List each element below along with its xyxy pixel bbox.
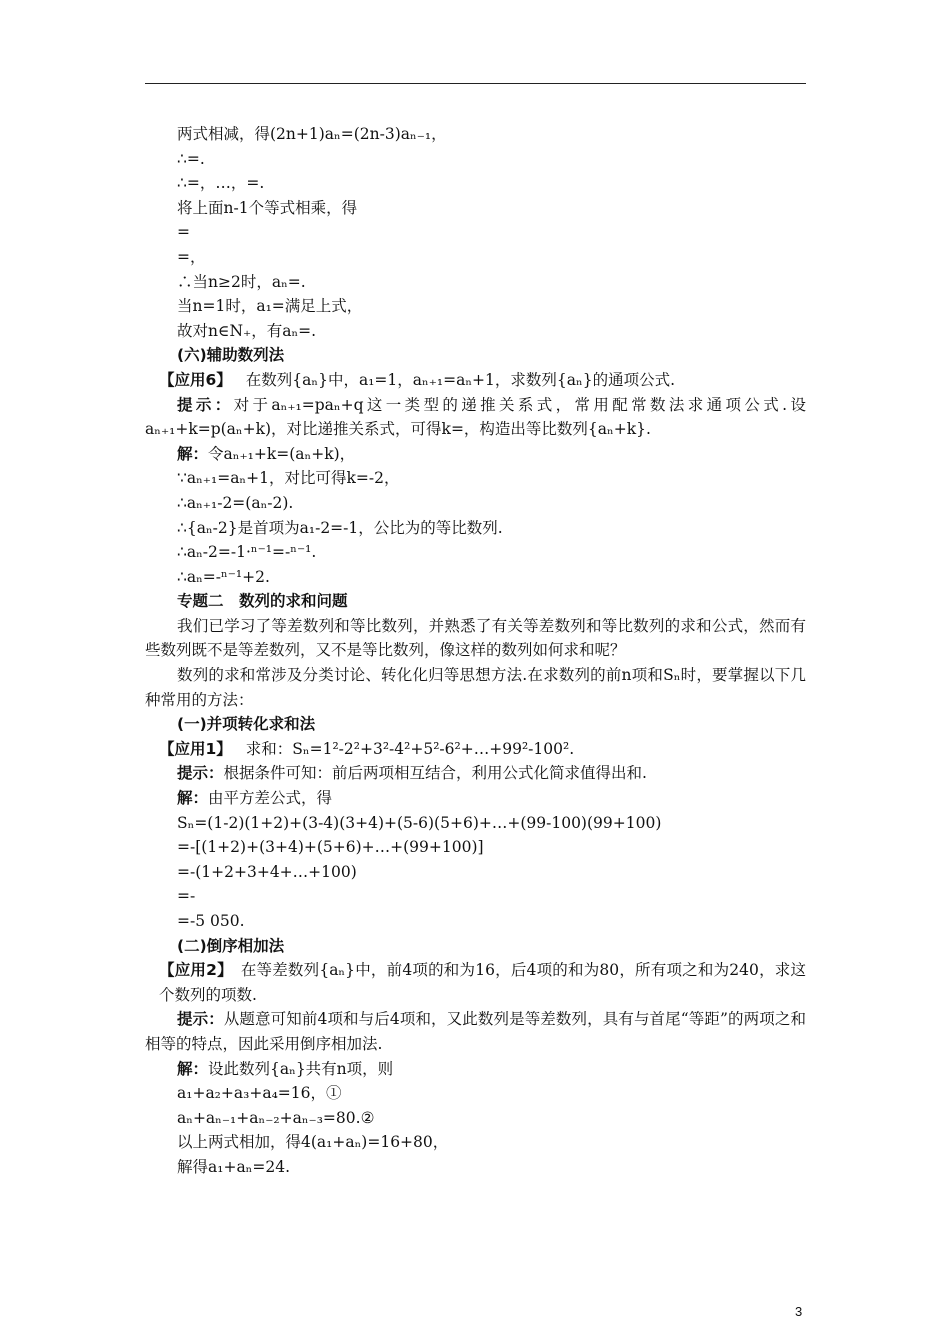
page-body — [145, 122, 806, 1180]
text-line: ∴当n≥2时，aₙ=. — [177, 272, 306, 291]
solution-line — [145, 442, 806, 467]
application-2 — [145, 958, 806, 1007]
solution-line: a₁+a₂+a₃+a₄=16，① — [177, 1084, 342, 1103]
text-line: 两式相减，得(2n+1)aₙ=(2n-3)aₙ₋₁， — [177, 125, 447, 143]
solution-line: =-[(1+2)+(3+4)+(5+6)+…+(99+100)] — [177, 838, 484, 857]
hint-label: 提示： — [177, 1010, 224, 1029]
text-line: = — [177, 223, 190, 242]
solution-line: ∵aₙ₊₁=aₙ+1，对比可得k=-2， — [177, 469, 400, 488]
solution-line: =- — [177, 887, 196, 906]
hint-text: 从题意可知前4项和与后4项和，又此数列是等差数列，具有与首尾“等距”的两项之和相等的特点，因此采用倒序相加法. — [145, 1010, 806, 1053]
hint-paragraph — [145, 1007, 806, 1056]
hint-paragraph — [145, 393, 806, 442]
application-6 — [145, 368, 806, 393]
hint-label: 提示： — [177, 764, 224, 783]
text-line: ∴=，…，=. — [177, 174, 265, 193]
solution-text: 设此数列{aₙ}共有n项，则 — [208, 1059, 394, 1078]
solution-line: 解得a₁+aₙ=24. — [177, 1157, 291, 1176]
solution-text: 令aₙ₊₁+k=(aₙ+k)， — [208, 444, 356, 463]
text-line: =， — [177, 247, 206, 266]
application-1 — [145, 737, 806, 762]
solution-line: aₙ+aₙ₋₁+aₙ₋₂+aₙ₋₃=80.② — [177, 1108, 375, 1127]
section-heading: (二)倒序相加法 — [177, 936, 285, 955]
section-heading: (六)辅助数列法 — [177, 346, 285, 365]
hint-label: 提示： — [177, 395, 234, 414]
solution-line: ∴aₙ-2=-1·ⁿ⁻¹=-ⁿ⁻¹. — [177, 543, 317, 562]
text-line: ∴=. — [177, 149, 205, 168]
text-line: 当n=1时，a₁=满足上式， — [177, 297, 363, 316]
solution-line: ∴{aₙ-2}是首项为a₁-2=-1，公比为的等比数列. — [177, 518, 503, 537]
application-label: 【应用2】 — [159, 961, 233, 980]
solution-line — [145, 786, 806, 811]
hint-line — [145, 761, 806, 786]
hint-text: 根据条件可知：前后两项相互结合，利用公式化简求值得出和. — [223, 764, 647, 783]
header-rule — [145, 83, 806, 84]
text-line: 故对n∈N₊，有aₙ=. — [177, 321, 317, 340]
application-text: 在等差数列{aₙ}中，前4项的和为16，后4项的和为80，所有项之和为240，求这个数列的项数. — [159, 961, 806, 1004]
solution-label: 解： — [177, 789, 209, 808]
application-text: 在数列{aₙ}中，a₁=1，aₙ₊₁=aₙ+1，求数列{aₙ}的通项公式. — [245, 370, 675, 389]
application-text: 求和：Sₙ=1²-2²+3²-4²+5²-6²+…+99²-100². — [245, 739, 575, 758]
solution-label: 解： — [177, 444, 209, 463]
application-label: 【应用1】 — [159, 739, 232, 758]
intro-paragraph: 我们已学习了等差数列和等比数列，并熟悉了有关等差数列和等比数列的求和公式，然而有些数列既不是等差数列，又不是等比数列，像这样的数列如何求和呢？ — [145, 616, 806, 660]
section-heading: (一)并项转化求和法 — [177, 715, 316, 734]
solution-line: 以上两式相加，得4(a₁+aₙ)=16+80， — [177, 1133, 449, 1152]
solution-line: =-5 050. — [177, 912, 245, 930]
solution-line: Sₙ=(1-2)(1+2)+(3-4)(3+4)+(5-6)(5+6)+…+(99-100)(99+100) — [177, 813, 662, 832]
topic-heading: 专题二 数列的求和问题 — [177, 592, 348, 611]
solution-line — [145, 1057, 806, 1082]
application-label: 【应用6】 — [159, 370, 232, 389]
page-number: 3 — [795, 1304, 803, 1319]
solution-line: ∴aₙ=-ⁿ⁻¹+2. — [177, 567, 270, 586]
solution-line: ∴aₙ₊₁-2=(aₙ-2). — [177, 493, 294, 512]
intro-paragraph: 数列的求和常涉及分类讨论、转化化归等思想方法.在求数列的前n项和Sₙ时，要掌握以下几种常用的方法： — [145, 666, 806, 709]
solution-text: 由平方差公式，得 — [208, 789, 333, 808]
solution-label: 解： — [177, 1059, 209, 1078]
text-line: 将上面n-1个等式相乘，得 — [177, 198, 358, 217]
hint-text: 对于aₙ₊₁=paₙ+q这一类型的递推关系式，常用配常数法求通项公式.设aₙ₊₁+k=p(aₙ+k)，对比递推关系式，可得k=，构造出等比数列{aₙ+k}. — [145, 395, 806, 439]
solution-line: =-(1+2+3+4+…+100) — [177, 862, 357, 881]
